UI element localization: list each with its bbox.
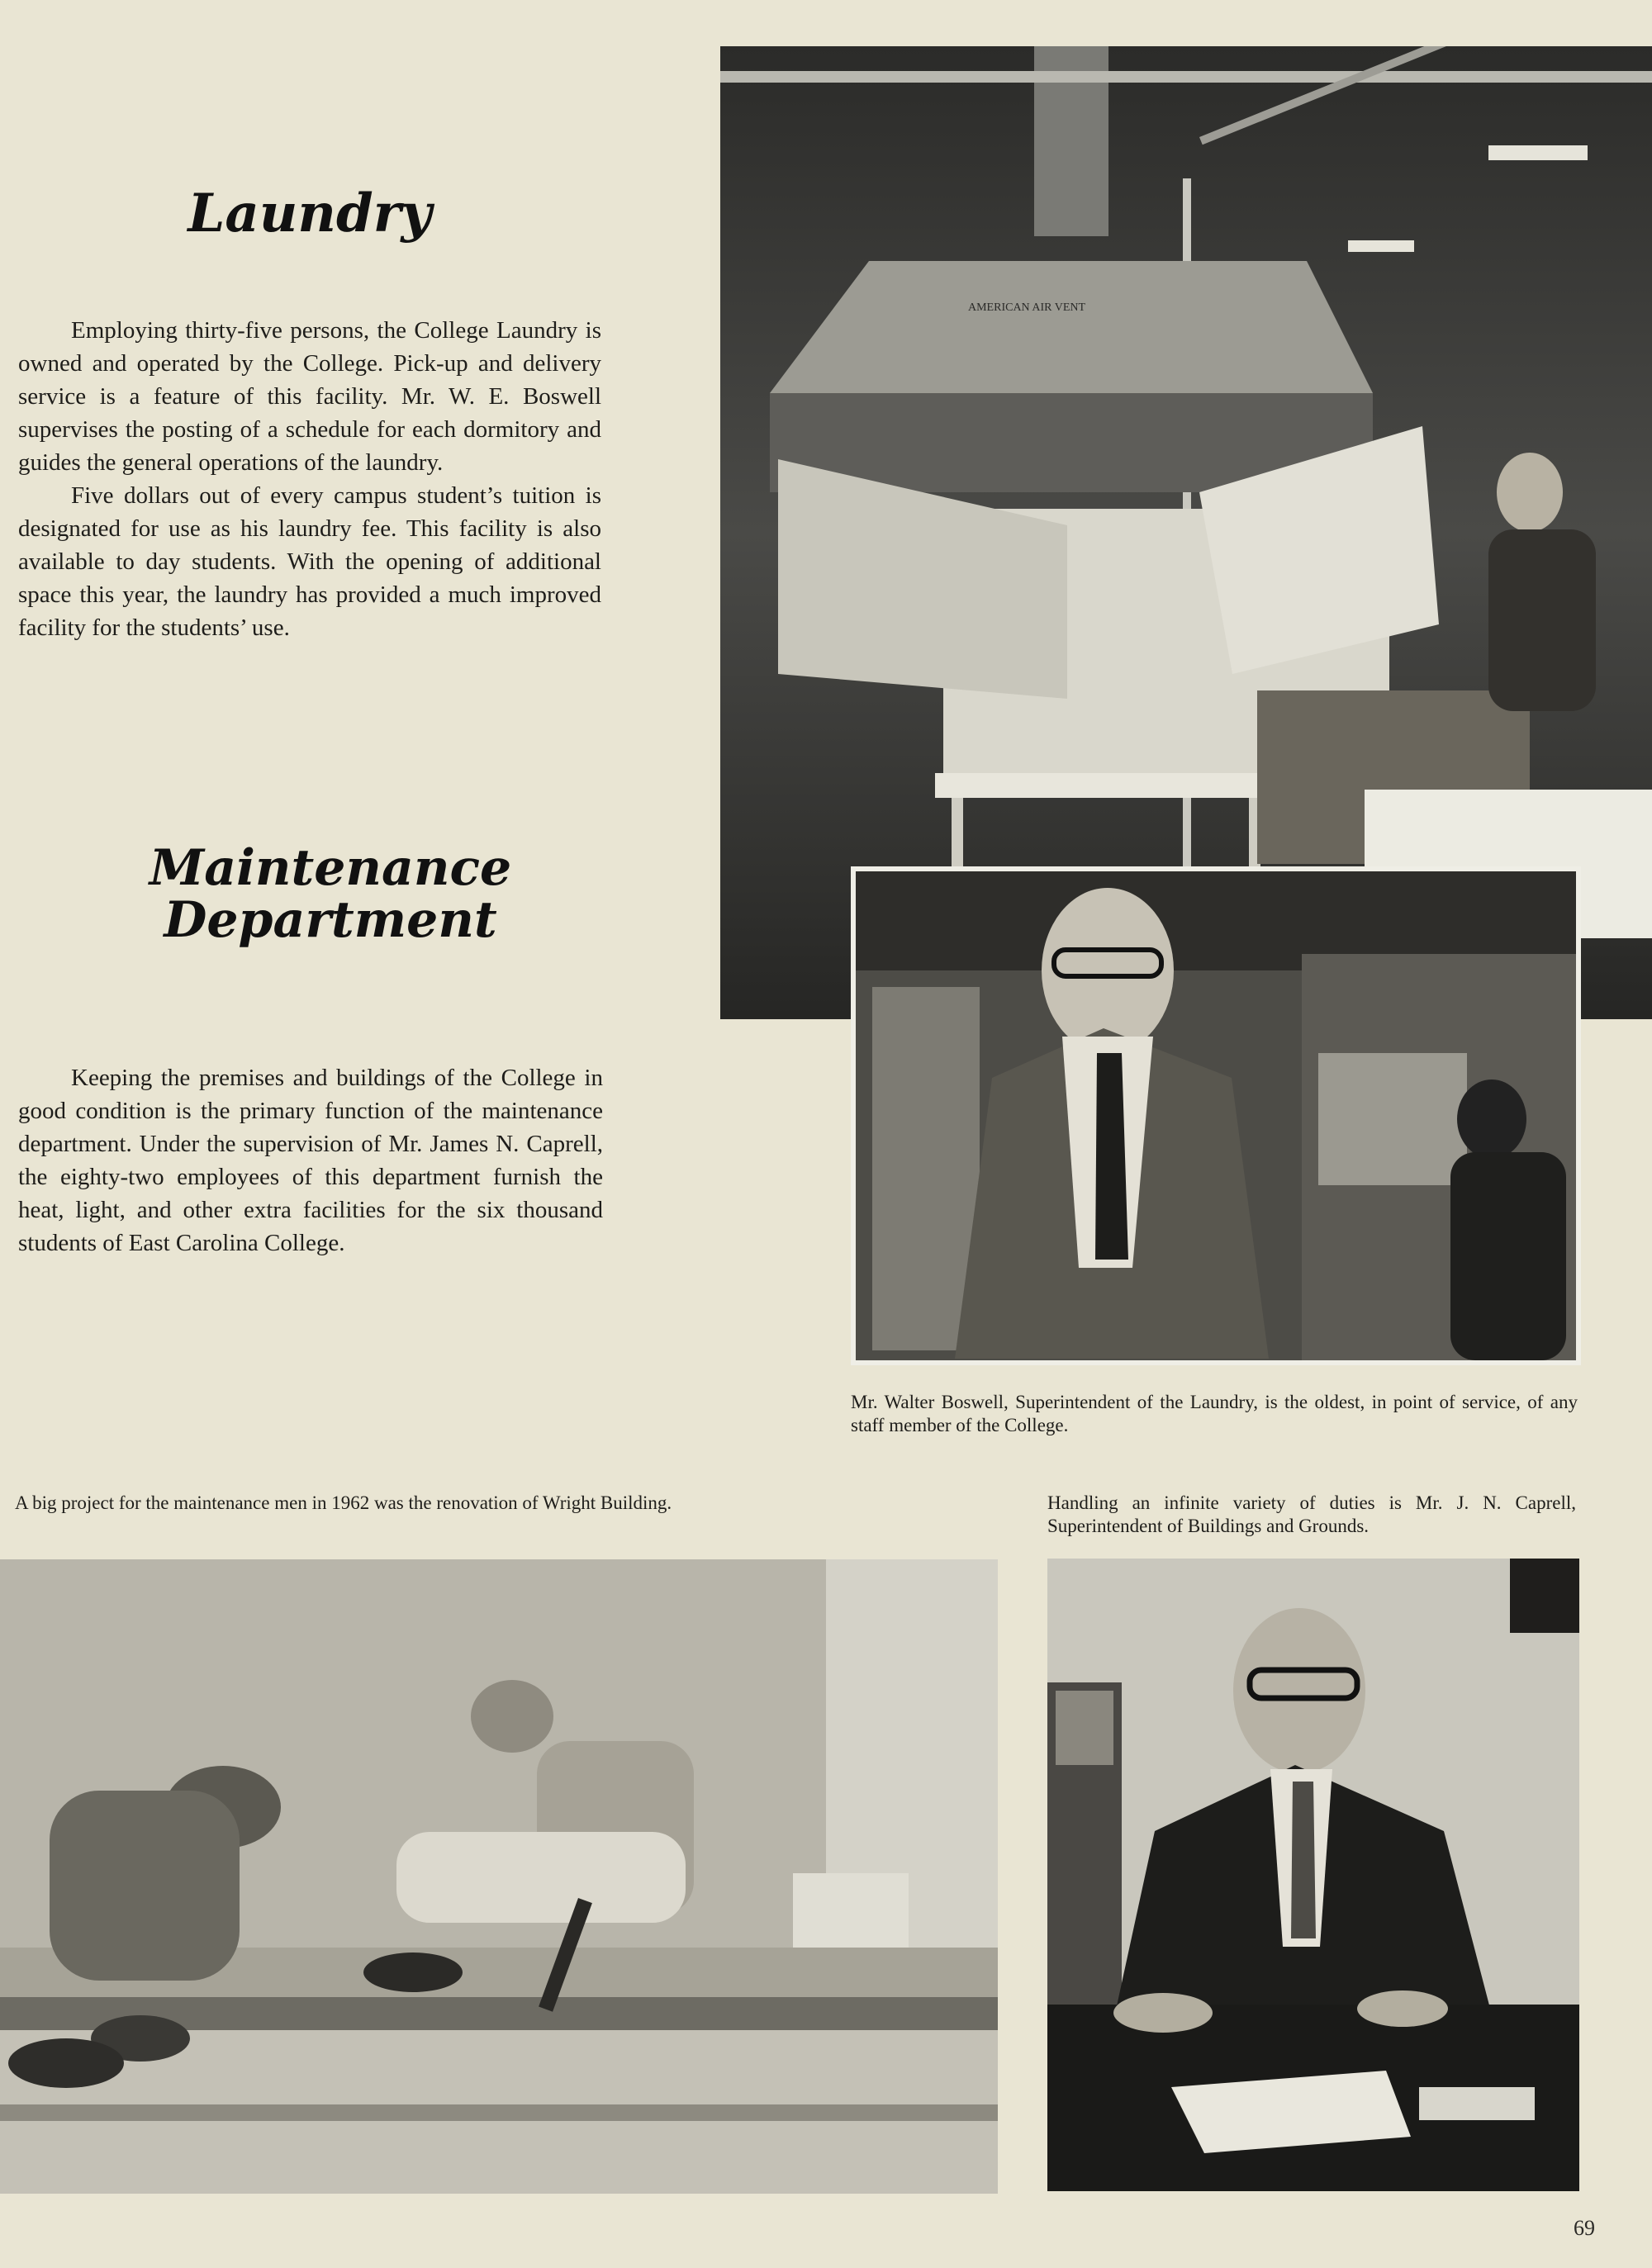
caprell-caption: Handling an infinite variety of duties is Mr. J. N. Caprell, Superintendent of Buildings and Grounds. bbox=[1047, 1492, 1576, 1536]
boswell-caption: Mr. Walter Boswell, Superintendent of the Laundry, is the oldest, in point of service, of any staff member of the College. bbox=[851, 1392, 1578, 1435]
maintenance-body-text bbox=[18, 1061, 603, 1260]
page-number: 69 bbox=[1574, 2216, 1595, 2240]
laundry-heading: Laundry bbox=[188, 183, 432, 244]
laundry-paragraph-1: Employing thirty-five persons, the College Laundry is owned and operated by the College. Pick-up and delivery service is a feature of this facility. Mr. W. E. Boswell supervises the posting of a schedule for each dormitory and guides the general operations of the laundry. bbox=[18, 317, 601, 476]
wright-building-caption: A big project for the maintenance men in 1962 was the renovation of Wright Building. bbox=[15, 1492, 672, 1513]
laundry-body-text bbox=[18, 314, 601, 644]
maintenance-heading bbox=[99, 839, 562, 949]
laundry-paragraph-2: Five dollars out of every campus student’s tuition is designated for use as his laundry fee. This facility is also available to day students. With the opening of additional space this year, the laundry has provided a much improved facility for the students’ use. bbox=[18, 482, 601, 641]
renovation-workers-photo bbox=[0, 1559, 998, 2194]
hood-sign-text: AMERICAN AIR VENT bbox=[968, 301, 1086, 314]
caprell-portrait-photo bbox=[1047, 1559, 1579, 2191]
maintenance-heading-line2: Department bbox=[164, 891, 497, 949]
maintenance-paragraph-1: Keeping the premises and buildings of the College in good condition is the primary function of the maintenance department. Under the supervision of Mr. James N. Caprell, the eighty-two employees of this department furnish the heat, light, and other extra facilities for the six thousand students of East Carolina College. bbox=[18, 1065, 603, 1256]
maintenance-heading-line1: Maintenance bbox=[149, 839, 512, 897]
boswell-portrait-photo bbox=[851, 866, 1581, 1365]
